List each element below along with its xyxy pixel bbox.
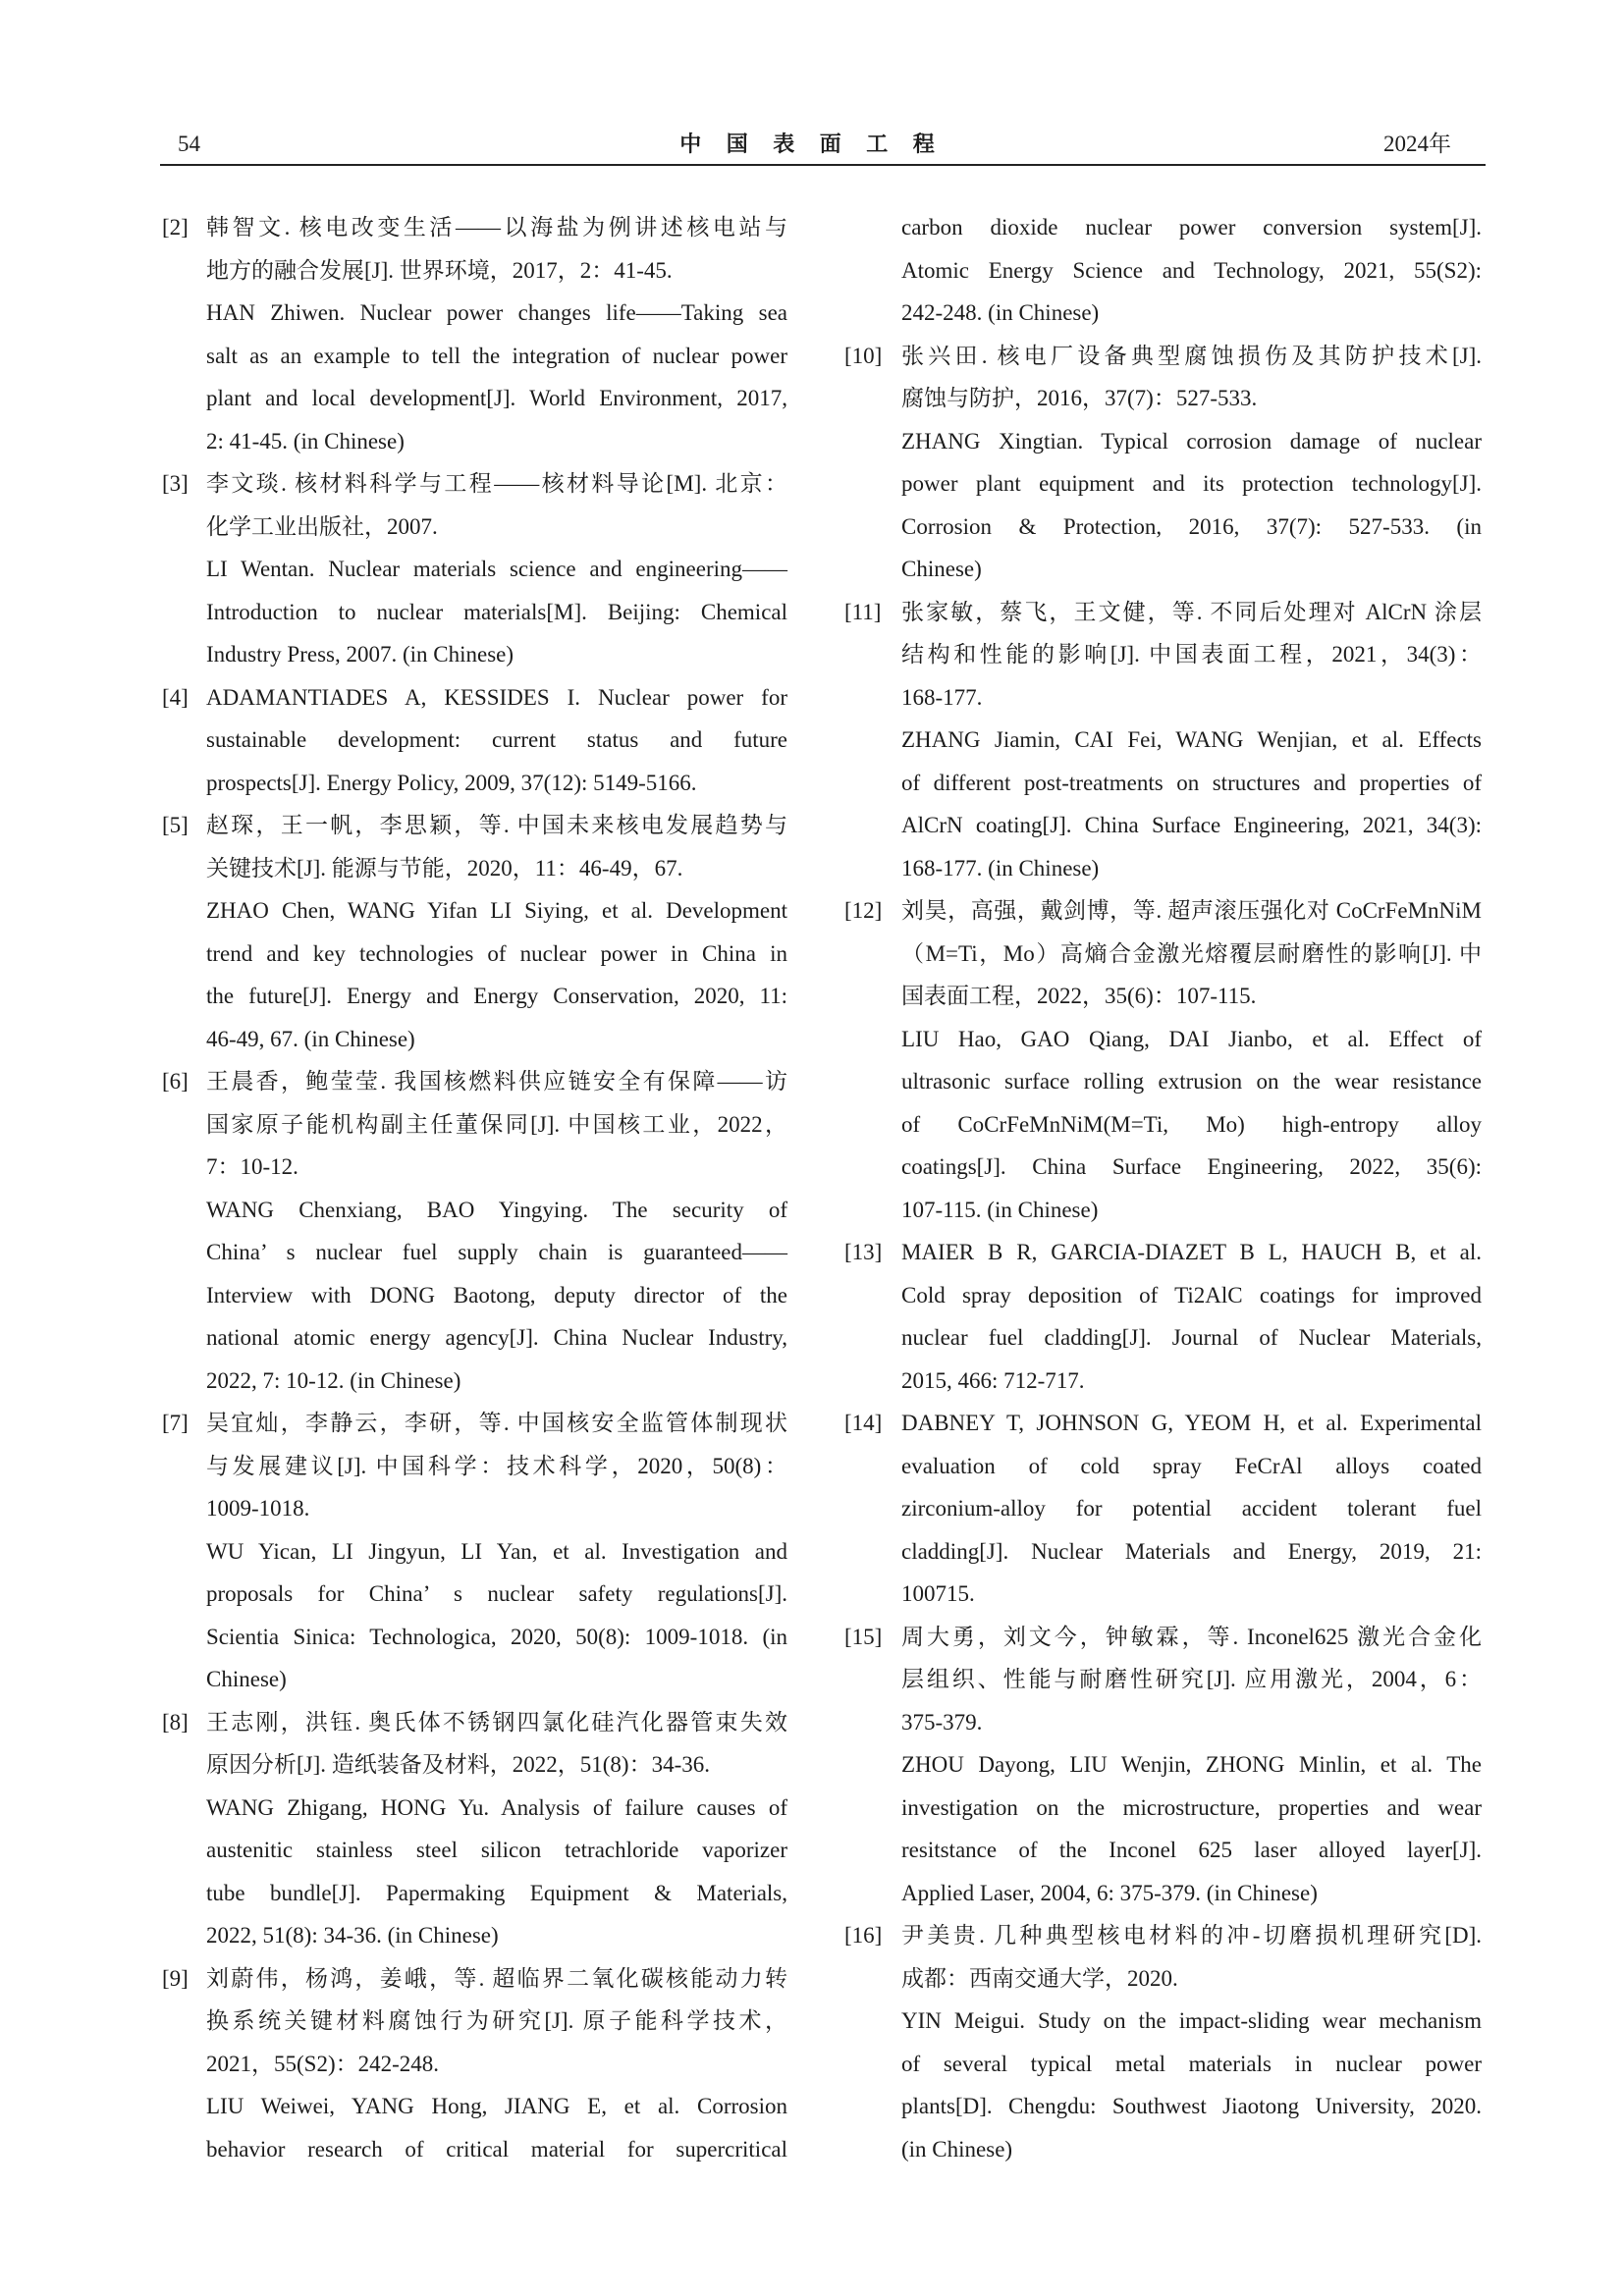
reference-line: power plant equipment and its protection technology[J].	[901, 471, 1482, 496]
page-number: 54	[178, 132, 200, 156]
reference-line: evaluation of cold spray FeCrAl alloys coated	[901, 1453, 1482, 1478]
reference-line: ZHAO Chen, WANG Yifan LI Siying, et al. Development	[206, 898, 787, 923]
reference-line: the future[J]. Energy and Energy Conservation, 2020, 11:	[206, 984, 787, 1008]
reference-line: 王晨香，鲍莹莹. 我国核燃料供应链安全有保障——访	[206, 1069, 787, 1094]
reference-line: 与发展建议[J]. 中国科学：技术科学，2020，50(8)：	[206, 1453, 787, 1478]
publication-year: 2024年	[1383, 132, 1451, 156]
reference-line: ZHOU Dayong, LIU Wenjin, ZHONG Minlin, et al. The	[901, 1752, 1482, 1777]
reference-line: LIU Weiwei, YANG Hong, JIANG E, et al. Corrosion	[206, 2094, 787, 2118]
reference-line: Atomic Energy Science and Technology, 2021, 55(S2):	[901, 257, 1482, 283]
reference-5	[162, 804, 787, 1060]
reference-13	[844, 1231, 1482, 1402]
reference-label: [6]	[162, 1069, 189, 1094]
reference-line: 李文琰. 核材料科学与工程——核材料导论[M]. 北京：	[206, 471, 787, 496]
reference-line: （M=Ti，Mo）高熵合金激光熔覆层耐磨性的影响[J]. 中	[901, 940, 1482, 966]
reference-line: WANG Chenxiang, BAO Yingying. The security of	[206, 1197, 787, 1222]
reference-16	[844, 1914, 1482, 2170]
reference-line: proposals for China’ s nuclear safety regulations[J].	[206, 1581, 787, 1606]
reference-label: [11]	[844, 599, 882, 624]
reference-line: 刘昊，高强，戴剑博，等. 超声滚压强化对 CoCrFeMnNiM	[901, 898, 1482, 923]
reference-label: [16]	[844, 1923, 883, 1948]
reference-line: 168-177. (in Chinese)	[901, 855, 1100, 881]
reference-line: LIU Hao, GAO Qiang, DAI Jianbo, et al. Effect of	[901, 1026, 1482, 1051]
reference-line: 2: 41-45. (in Chinese)	[206, 428, 405, 454]
reference-line: of different post-treatments on structures and properties of	[901, 770, 1482, 795]
reference-label: [5]	[162, 813, 189, 837]
reference-10	[844, 335, 1482, 591]
reference-line: 国家原子能机构副主任董保同[J]. 中国核工业，2022，	[206, 1111, 787, 1137]
reference-line: 375-379.	[901, 1709, 983, 1735]
reference-line: behavior research of critical material for supercritical	[206, 2136, 787, 2162]
reference-line: 关键技术[J]. 能源与节能，2020，11：46-49，67.	[206, 855, 683, 881]
reference-3	[162, 462, 787, 676]
reference-line: coatings[J]. China Surface Engineering, 2022, 35(6):	[901, 1154, 1482, 1179]
reference-line: 100715.	[901, 1581, 975, 1606]
reference-line: trend and key technologies of nuclear power in China in	[206, 940, 787, 966]
reference-line: ultrasonic surface rolling extrusion on the wear resistance	[901, 1069, 1482, 1094]
reference-line: DABNEY T, JOHNSON G, YEOM H, et al. Experimental	[901, 1411, 1482, 1435]
reference-line: 吴宜灿，李静云，李研，等. 中国核安全监管体制现状	[206, 1411, 787, 1435]
reference-line: 结构和性能的影响[J]. 中国表面工程，2021，34(3)：	[901, 642, 1482, 667]
reference-line: 王志刚，洪钰. 奥氏体不锈钢四氯化硅汽化器管束失效	[206, 1709, 787, 1735]
reference-line: plant and local development[J]. World Environment, 2017,	[206, 386, 787, 410]
reference-line: WU Yican, LI Jingyun, LI Yan, et al. Investigation and	[206, 1538, 787, 1564]
reference-line: ZHANG Xingtian. Typical corrosion damage of nuclear	[901, 428, 1482, 454]
reference-line: Cold spray deposition of Ti2AlC coatings for improved	[901, 1282, 1482, 1308]
reference-label: [13]	[844, 1240, 883, 1264]
reference-6	[162, 1060, 787, 1402]
reference-label: [3]	[162, 471, 189, 496]
reference-line: Chinese)	[901, 557, 982, 581]
reference-label: [14]	[844, 1411, 883, 1435]
reference-label: [7]	[162, 1411, 189, 1435]
reference-line: 周大勇，刘文今，钟敏霖，等. Inconel625 激光合金化	[901, 1624, 1482, 1649]
reference-line: ZHANG Jiamin, CAI Fei, WANG Wenjian, et al. Effects	[901, 727, 1482, 752]
reference-line: austenitic stainless steel silicon tetrachloride vaporizer	[206, 1838, 787, 1862]
reference-15	[844, 1616, 1482, 1915]
reference-line: China’ s nuclear fuel supply chain is guaranteed——	[206, 1240, 787, 1264]
reference-line: 韩智文. 核电改变生活——以海盐为例讲述核电站与	[206, 215, 787, 240]
reference-label: [9]	[162, 1965, 189, 1991]
reference-line: 2022, 7: 10-12. (in Chinese)	[206, 1367, 461, 1393]
reference-line: (in Chinese)	[901, 2136, 1013, 2162]
reference-line: plants[D]. Chengdu: Southwest Jiaotong University, 2020.	[901, 2094, 1482, 2118]
reference-line: Chinese)	[206, 1667, 287, 1691]
reference-line: 换系统关键材料腐蚀行为研究[J]. 原子能科学技术，	[206, 2008, 787, 2033]
reference-line: 腐蚀与防护，2016，37(7)：527-533.	[901, 386, 1258, 410]
reference-line: 刘蔚伟，杨鸿，姜峨，等. 超临界二氧化碳核能动力转	[206, 1965, 787, 1991]
reference-line: 2021，55(S2)：242-248.	[206, 2051, 440, 2076]
header-rule	[160, 164, 1486, 166]
reference-line: 张兴田. 核电厂设备典型腐蚀损伤及其防护技术[J].	[901, 343, 1482, 368]
reference-line: Applied Laser, 2004, 6: 375-379. (in Chinese)	[901, 1880, 1318, 1905]
reference-line: of CoCrFeMnNiM(M=Ti, Mo) high-entropy alloy	[901, 1111, 1482, 1137]
reference-line: 1009-1018.	[206, 1496, 310, 1521]
reference-11	[844, 591, 1482, 890]
reference-line: carbon dioxide nuclear power conversion system[J].	[901, 215, 1482, 240]
reference-line: MAIER B R, GARCIA-DIAZET B L, HAUCH B, et al.	[901, 1240, 1482, 1264]
reference-2	[162, 206, 787, 462]
reference-line: cladding[J]. Nuclear Materials and Energy, 2019, 21:	[901, 1538, 1482, 1564]
reference-label: [12]	[844, 898, 883, 923]
reference-line: 168-177.	[901, 684, 983, 710]
reference-line: Introduction to nuclear materials[M]. Beijing: Chemical	[206, 599, 787, 624]
reference-line: WANG Zhigang, HONG Yu. Analysis of failure causes of	[206, 1794, 787, 1820]
reference-line: 化学工业出版社，2007.	[206, 513, 438, 539]
reference-label: [4]	[162, 684, 189, 710]
reference-line: 46-49, 67. (in Chinese)	[206, 1026, 415, 1051]
reference-line: nuclear fuel cladding[J]. Journal of Nuclear Materials,	[901, 1325, 1482, 1350]
reference-7	[162, 1402, 787, 1701]
reference-line: zirconium-alloy for potential accident tolerant fuel	[901, 1496, 1482, 1521]
reference-line: 7：10-12.	[206, 1154, 298, 1179]
reference-line: prospects[J]. Energy Policy, 2009, 37(12): 5149-5166.	[206, 770, 697, 795]
reference-line: tube bundle[J]. Papermaking Equipment & Materials,	[206, 1880, 787, 1905]
reference-14	[844, 1402, 1482, 1616]
reference-column-left	[162, 206, 787, 2170]
reference-8	[162, 1701, 787, 1957]
reference-line: LI Wentan. Nuclear materials science and engineering——	[206, 557, 787, 581]
reference-line: of several typical metal materials in nuclear power	[901, 2051, 1482, 2076]
reference-9	[162, 1957, 787, 2171]
reference-line: 成都：西南交通大学，2020.	[901, 1965, 1178, 1991]
reference-line: 层组织、性能与耐磨性研究[J]. 应用激光，2004，6：	[901, 1667, 1482, 1691]
reference-line: sustainable development: current status and future	[206, 727, 787, 752]
reference-line: HAN Zhiwen. Nuclear power changes life——Taking sea	[206, 300, 787, 325]
reference-line: 107-115. (in Chinese)	[901, 1197, 1099, 1222]
journal-title: 中 国 表 面 工 程	[679, 132, 945, 156]
reference-line: resitstance of the Inconel 625 laser alloyed layer[J].	[901, 1838, 1482, 1862]
reference-label: [8]	[162, 1709, 189, 1735]
reference-line: salt as an example to tell the integration of nuclear power	[206, 343, 787, 368]
reference-line: 2015, 466: 712-717.	[901, 1367, 1085, 1393]
reference-line: 张家敏，蔡飞，王文健，等. 不同后处理对 AlCrN 涂层	[901, 599, 1482, 624]
reference-line: 国表面工程，2022，35(6)：107-115.	[901, 984, 1257, 1008]
reference-line: 地方的融合发展[J]. 世界环境，2017，2：41-45.	[206, 257, 673, 283]
reference-label: [15]	[844, 1624, 883, 1649]
reference-line: YIN Meigui. Study on the impact-sliding wear mechanism	[901, 2008, 1482, 2033]
reference-4	[162, 676, 787, 805]
reference-line: investigation on the microstructure, properties and wear	[901, 1794, 1482, 1820]
reference-line: Interview with DONG Baotong, deputy director of the	[206, 1282, 787, 1308]
reference-line: 尹美贵. 几种典型核电材料的冲-切磨损机理研究[D].	[901, 1923, 1482, 1948]
reference-line: 2022, 51(8): 34-36. (in Chinese)	[206, 1923, 499, 1948]
reference-line: AlCrN coating[J]. China Surface Engineering, 2021, 34(3):	[901, 813, 1482, 837]
reference-line: national atomic energy agency[J]. China Nuclear Industry,	[206, 1325, 787, 1350]
reference-12	[844, 889, 1482, 1231]
reference-line: 赵琛，王一帆，李思颖，等. 中国未来核电发展趋势与	[206, 813, 787, 837]
reference-label: [2]	[162, 215, 189, 240]
reference-line: 242-248. (in Chinese)	[901, 300, 1100, 325]
reference-line: 原因分析[J]. 造纸装备及材料，2022，51(8)：34-36.	[206, 1752, 710, 1777]
reference-label: [10]	[844, 343, 883, 368]
reference-line: Industry Press, 2007. (in Chinese)	[206, 642, 514, 667]
reference-line: Corrosion & Protection, 2016, 37(7): 527-533. (in	[901, 513, 1482, 539]
reference-line: ADAMANTIADES A, KESSIDES I. Nuclear power for	[206, 684, 787, 710]
reference-9-continued	[844, 206, 1482, 335]
reference-column-right	[844, 206, 1482, 2170]
reference-line: Scientia Sinica: Technologica, 2020, 50(8): 1009-1018. (in	[206, 1624, 787, 1649]
